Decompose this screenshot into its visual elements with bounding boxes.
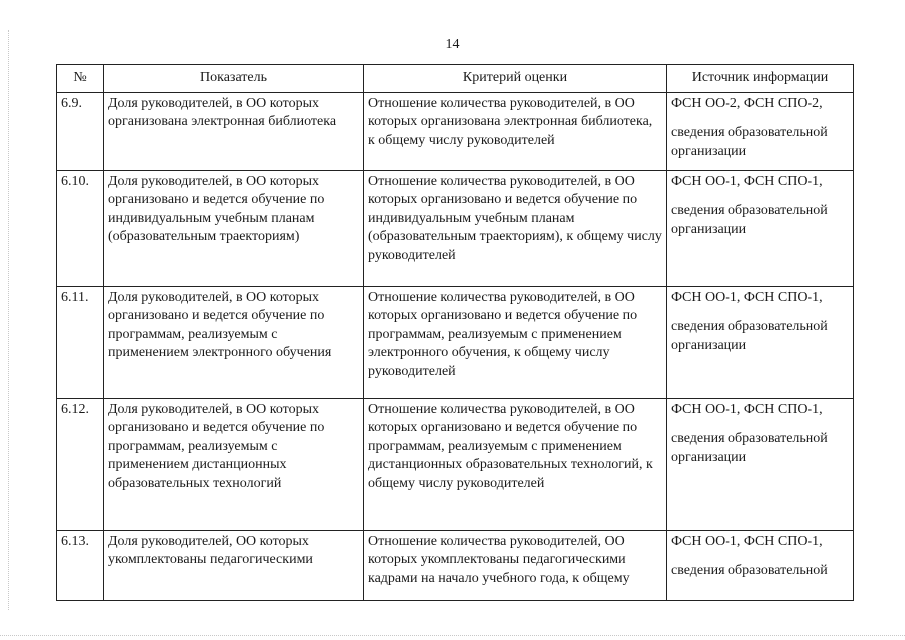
- table-row: [57, 398, 854, 530]
- row-indicator: Доля руководителей, в ОО которых организовано и ведется обучение по программам, реализуемым с применением дистанционных образовательных технологий: [104, 398, 364, 530]
- row-number: 6.11.: [57, 286, 104, 398]
- scan-edge-left: [8, 30, 9, 610]
- source-organization: сведения образовательной: [671, 563, 828, 578]
- table-row: [57, 286, 854, 398]
- row-number: 6.9.: [57, 92, 104, 170]
- row-indicator: Доля руководителей, в ОО которых организовано и ведется обучение по программам, реализуемым с применением электронного обучения: [104, 286, 364, 398]
- header-source: Источник информации: [667, 65, 854, 93]
- row-criterion: Отношение количества руководителей, в ОО которых организовано и ведется обучение по программам, реализуемым с применением электронного обучения, к общему числу руководителей: [364, 286, 667, 398]
- row-criterion: Отношение количества руководителей, ОО которых укомплектованы педагогическими кадрами на начало учебного года, к общему: [364, 530, 667, 600]
- scan-edge-bottom: [0, 635, 905, 636]
- source-forms: ФСН ОО-1, ФСН СПО-1,: [671, 289, 823, 305]
- row-criterion: Отношение количества руководителей, в ОО которых организовано и ведется обучение по программам, реализуемым с применением дистанционных образовательных технологий, к общему числу руководителей: [364, 398, 667, 530]
- header-criterion: Критерий оценки: [364, 65, 667, 93]
- source-forms: ФСН ОО-1, ФСН СПО-1,: [671, 533, 823, 549]
- page-number: 14: [445, 37, 460, 52]
- row-indicator: Доля руководителей, в ОО которых организовано и ведется обучение по индивидуальным учебным планам (образовательным траекториям): [104, 170, 364, 286]
- header-indicator: Показатель: [104, 65, 364, 93]
- row-number: 6.13.: [57, 530, 104, 600]
- row-number: 6.12.: [57, 398, 104, 530]
- row-number: 6.10.: [57, 170, 104, 286]
- row-criterion: Отношение количества руководителей, в ОО которых организовано и ведется обучение по индивидуальным учебным планам (образовательным траекториям), к общему числу руководителей: [364, 170, 667, 286]
- source-organization: сведения образовательной организации: [671, 203, 828, 237]
- row-source: [667, 398, 854, 530]
- table-row: [57, 170, 854, 286]
- row-source: [667, 170, 854, 286]
- table-header-row: [57, 65, 854, 93]
- source-organization: сведения образовательной организации: [671, 125, 828, 159]
- indicator-table: [56, 64, 854, 601]
- table-row: [57, 92, 854, 170]
- table-row: [57, 530, 854, 600]
- source-forms: ФСН ОО-1, ФСН СПО-1,: [671, 173, 823, 189]
- source-forms: ФСН ОО-2, ФСН СПО-2,: [671, 95, 823, 111]
- row-source: [667, 286, 854, 398]
- source-organization: сведения образовательной организации: [671, 319, 828, 353]
- source-forms: ФСН ОО-1, ФСН СПО-1,: [671, 401, 823, 417]
- row-source: [667, 92, 854, 170]
- row-indicator: Доля руководителей, ОО которых укомплектованы педагогическими: [104, 530, 364, 600]
- source-organization: сведения образовательной организации: [671, 431, 828, 465]
- header-number: №: [57, 65, 104, 93]
- row-criterion: Отношение количества руководителей, в ОО которых организована электронная библиотека, к общему числу руководителей: [364, 92, 667, 170]
- row-indicator: Доля руководителей, в ОО которых организована электронная библиотека: [104, 92, 364, 170]
- row-source: [667, 530, 854, 600]
